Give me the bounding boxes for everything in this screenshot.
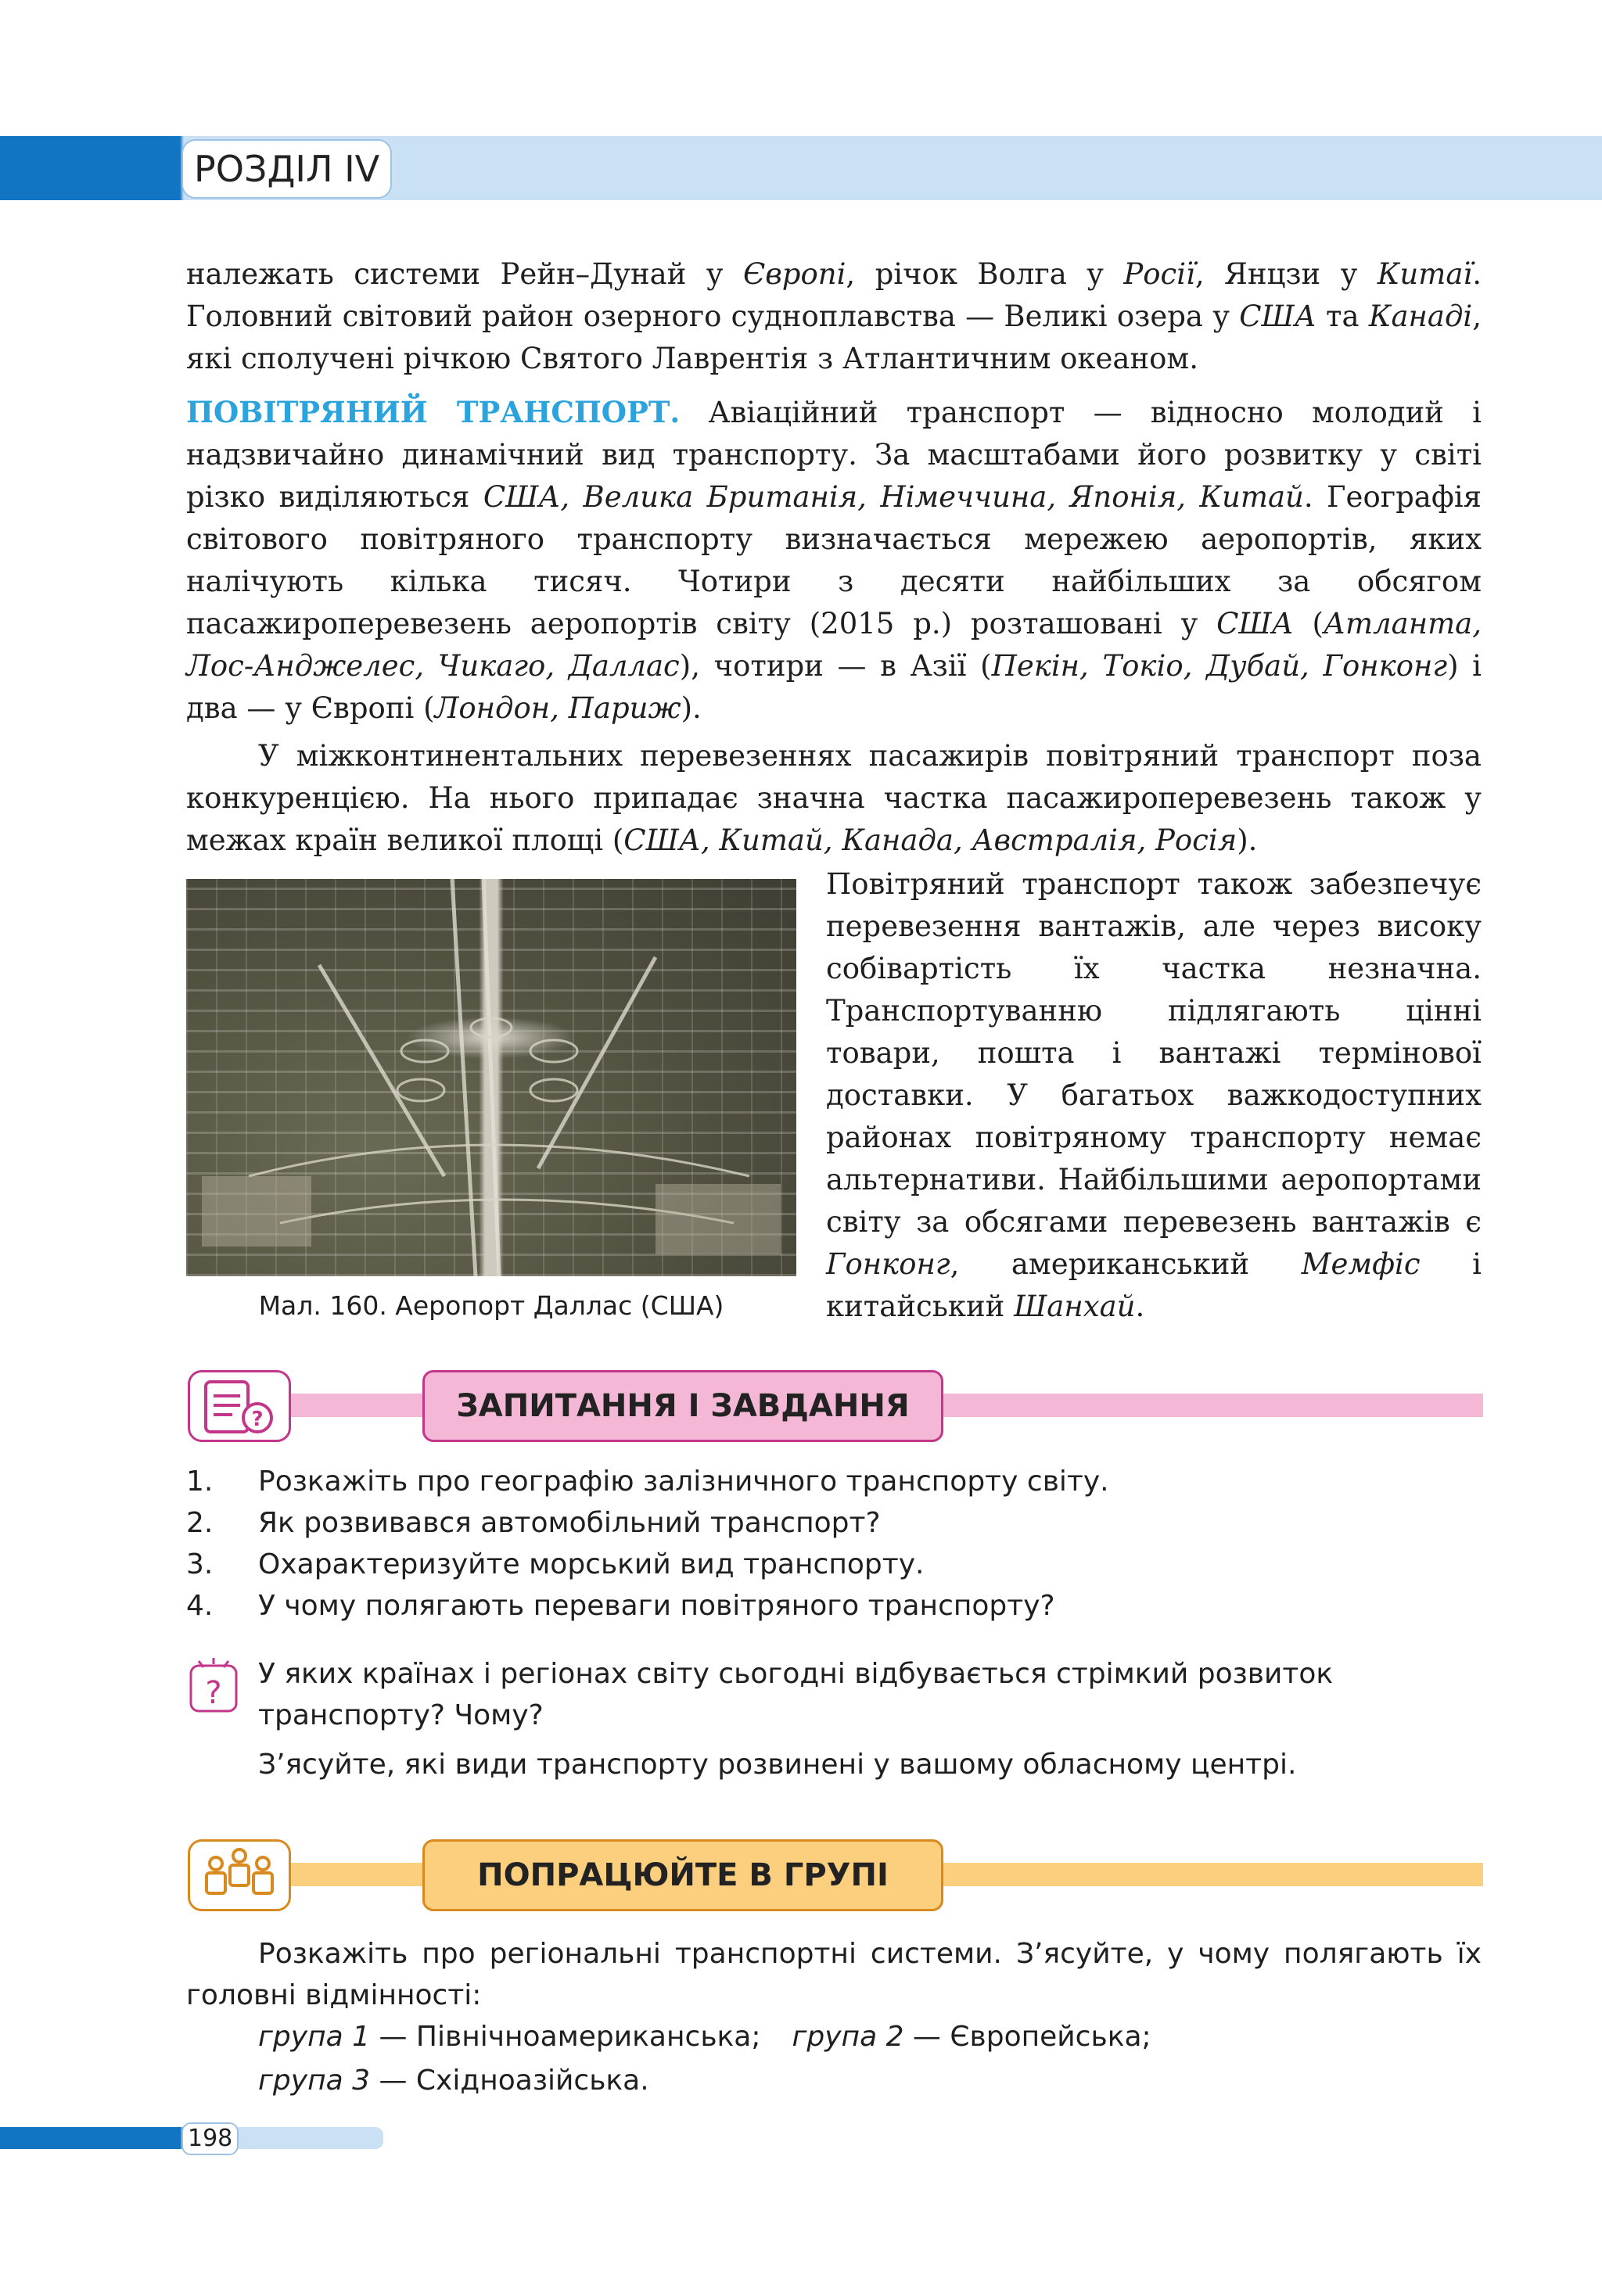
group-title: ПОПРАЦЮЙТЕ В ГРУПІ xyxy=(422,1839,943,1911)
airport-dallas-photo xyxy=(186,879,796,1276)
questions-list xyxy=(186,1461,1482,1627)
group-assignments-1-2: група 1 — Північноамериканська; група 2 — Європейська; xyxy=(258,2021,1151,2053)
think-question: У яких країнах і регіонах світу сьогодні відбувається стрімкий розвиток транспорту? Чому? xyxy=(258,1658,1334,1731)
document-question-icon xyxy=(190,1372,289,1440)
list-item: 2. Як розвивався автомобільний транспорт? xyxy=(186,1507,881,1539)
group-assignment-3: група 3 — Східноазійська. xyxy=(258,2065,649,2097)
think-task: З’ясуйте, які види транспорту розвинені у вашому обласному центрі. xyxy=(258,1749,1297,1781)
group-intro: Розкажіть про регіональні транспортні системи. З’ясуйте, у чому полягають їх головні відмінності: xyxy=(186,1938,1482,2011)
svg-text:?: ? xyxy=(205,1675,222,1711)
paragraph-rivers: належать системи Рейн–Дунай у Європі, річок Волга у Росії, Янцзи у Китаї. Головний світовий район озерного судноплавства — Великі озера у США та Канаді, які сполучені річкою Святого Лаврентія з Атлантичним океаном. xyxy=(186,257,1482,375)
figure-caption: Мал. 160. Аеропорт Даллас (США) xyxy=(258,1290,724,1321)
list-item: 4. У чому полягають переваги повітряного транспорту? xyxy=(186,1590,1055,1622)
questions-icon xyxy=(188,1370,291,1442)
group-icon xyxy=(188,1839,291,1911)
page-number: 198 xyxy=(181,2122,239,2155)
questions-title: ЗАПИТАННЯ І ЗАВДАННЯ xyxy=(422,1370,943,1442)
svg-text:?: ? xyxy=(251,1408,264,1431)
paragraph-air-transport: ПОВІТРЯНИЙ ТРАНСПОРТ. Авіаційний транспорт — відносно молодий і надзвичайно динамічний вид транспорту. За масштабами його розвитку у світі різко виділяються США, Велика Британія, Німеччина, Японія, Китай. Географія світового повітряного транспорту визначається мережею аеропортів, яких налічують кілька тисяч. Чотири з десяти найбільших за обсягом пасажироперевезень аеропортів світу (2015 р.) розташовані у США (Атланта, Лос-Анджелес, Чикаго, Даллас), чотири — в Азії (Пекін, Токіо, Дубай, Гонконг) і два — у Європі (Лондон, Париж). xyxy=(186,395,1482,725)
paragraph-intercontinental: У міжконтинентальних перевезеннях пасажирів повітряний транспорт поза конкуренцією. На нього припадає значна частка пасажироперевезень також у межах країн великої площі (США, Китай, Канада, Австралія, Росія). xyxy=(186,739,1482,857)
think-icon xyxy=(188,1658,239,1714)
list-item: 1. Розкажіть про географію залізничного транспорту світу. xyxy=(186,1465,1109,1498)
people-group-icon xyxy=(190,1842,289,1909)
list-item: 3. Охарактеризуйте морський вид транспорту. xyxy=(186,1548,925,1580)
chapter-label: РОЗДІЛ IV xyxy=(181,139,392,199)
section-heading-air-transport: ПОВІТРЯНИЙ ТРАНСПОРТ. xyxy=(186,395,681,429)
question-lamp-icon xyxy=(188,1658,239,1714)
paragraph-cargo: Повітряний транспорт також забезпечує перевезення вантажів, але через високу собівартість їх частка незначна. Транспортуванню підлягають цінні товари, пошта і вантажі термінової доставки. У багатьох важкодоступних районах повітряному транспорту немає альтернативи. Найбільшими аеропортами світу за обсягами перевезень вантажів є Гонконг, американський Мемфіс і китайський Шанхай. xyxy=(826,867,1482,1323)
airport-aerial-drawing xyxy=(186,879,796,1276)
